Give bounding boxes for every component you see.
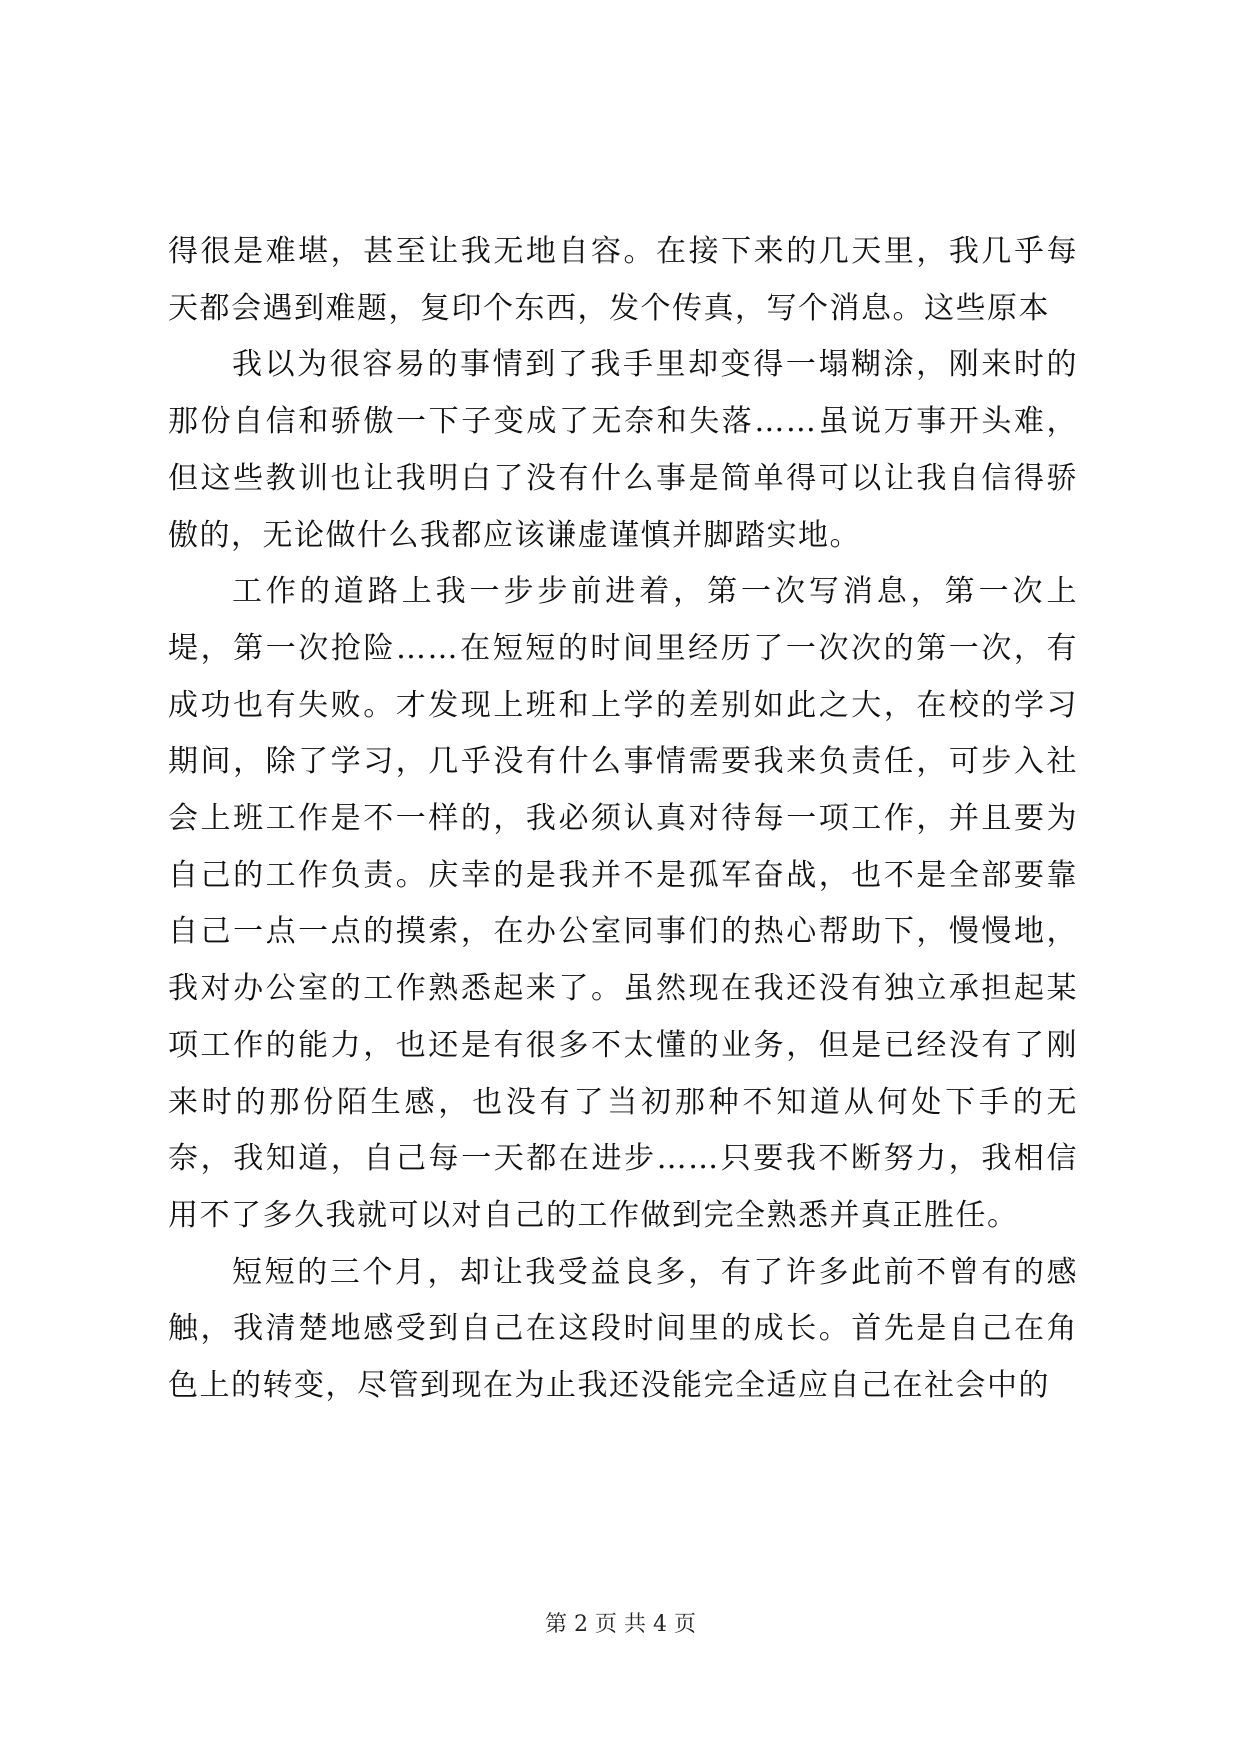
paragraph-4: 短短的三个月，却让我受益良多，有了许多此前不曾有的感触，我清楚地感受到自己在这段时间里的成长。首先是自己在角色上的转变，尽管到现在为止我还没能完全适应自己在社会中的 [168,1254,1078,1404]
document-body [168,224,1078,1415]
page-footer: 第 2 页 共 4 页 [545,1612,696,1637]
paragraph-1: 得很是难堪，甚至让我无地自容。在接下来的几天里，我几乎每天都会遇到难题，复印个东西，发个传真，写个消息。这些原本 [168,234,1078,326]
paragraph-2: 我以为很容易的事情到了我手里却变得一塌糊涂，刚来时的那份自信和骄傲一下子变成了无奈和失落……虽说万事开头难，但这些教训也让我明白了没有什么事是简单得可以让我自信得骄傲的，无论做什么我都应该谦虚谨慎并脚踏实地。 [168,347,1078,553]
paragraph-3: 工作的道路上我一步步前进着，第一次写消息，第一次上堤，第一次抢险……在短短的时间里经历了一次次的第一次，有成功也有失败。才发现上班和上学的差别如此之大，在校的学习期间，除了学习，几乎没有什么事情需要我来负责任，可步入社会上班工作是不一样的，我必须认真对待每一项工作，并且要为自己的工作负责。庆幸的是我并不是孤军奋战，也不是全部要靠自己一点一点的摸索，在办公室同事们的热心帮助下，慢慢地，我对办公室的工作熟悉起来了。虽然现在我还没有独立承担起某项工作的能力，也还是有很多不太懂的业务，但是已经没有了刚来时的那份陌生感，也没有了当初那种不知道从何处下手的无奈，我知道，自己每一天都在进步……只要我不断努力，我相信用不了多久我就可以对自己的工作做到完全熟悉并真正胜任。 [168,574,1078,1233]
